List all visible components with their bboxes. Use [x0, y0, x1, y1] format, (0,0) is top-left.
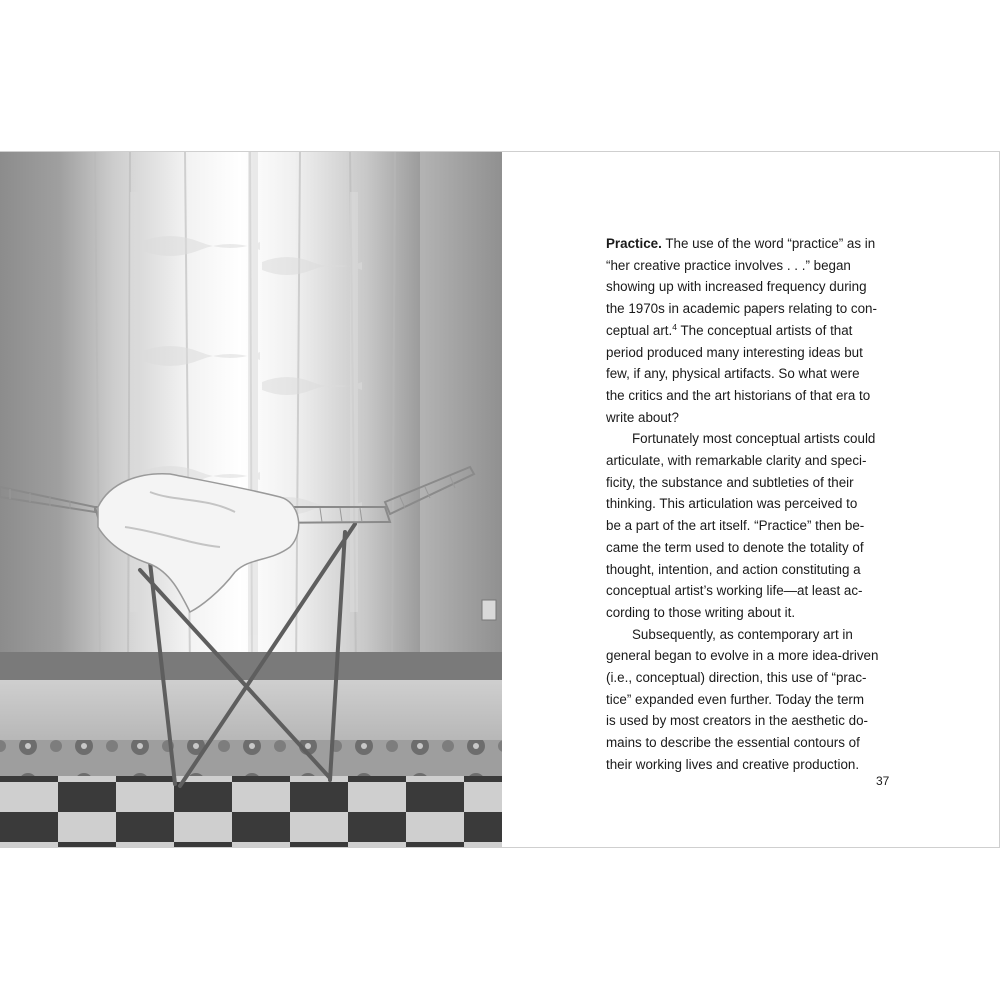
text-line: Subsequently, as contemporary art in — [632, 626, 853, 642]
text-line: period produced many interesting ideas but — [606, 344, 863, 360]
book-spread — [0, 151, 1000, 848]
text-line: came the term used to denote the totality of — [606, 539, 864, 555]
paragraph-subsequently — [606, 624, 896, 776]
text-line: ceptual art.$^4$ The conceptual artists of that — [606, 321, 853, 338]
text-line: general began to evolve in a more idea-driven — [606, 648, 879, 664]
text-line: showing up with increased frequency during — [606, 279, 867, 295]
text-line: the 1970s in academic papers relating to con- — [606, 301, 877, 317]
text-line: articulate, with remarkable clarity and speci- — [606, 453, 867, 469]
paragraph-practice — [606, 233, 896, 428]
page-number: 37 — [876, 774, 890, 788]
text-line: thought, intention, and action constituting a — [606, 561, 861, 577]
paragraph-fortunately — [606, 428, 896, 623]
text-line: mains to describe the essential contours of — [606, 735, 860, 751]
text-line: be a part of the art itself. “Practice” then be- — [606, 518, 865, 534]
text-line: thinking. This articulation was perceived to — [606, 496, 858, 512]
text-line: is used by most creators in the aesthetic do- — [606, 713, 868, 729]
photograph-drying-rack — [0, 152, 502, 847]
text-line: ficity, the substance and subtleties of their — [606, 474, 854, 490]
footnote-reference[interactable]: 4 — [672, 321, 677, 332]
text-line: “her creative practice involves . . .” began — [606, 257, 851, 273]
run-in-heading: Practice. — [606, 236, 662, 251]
text-line: conceptual artist’s working life—at least ac- — [606, 583, 863, 599]
text-page — [503, 152, 999, 847]
text-line: the critics and the art historians of that era to — [606, 387, 871, 403]
photo-illustration — [0, 152, 502, 847]
text-line: Fortunately most conceptual artists could — [632, 431, 876, 447]
body-text — [606, 233, 896, 776]
text-line: cording to those writing about it. — [606, 604, 796, 620]
text-line: (i.e., conceptual) direction, this use of “prac- — [606, 670, 867, 686]
text-line: few, if any, physical artifacts. So what were — [606, 366, 860, 382]
text-line: write about? — [606, 409, 679, 425]
text-line: tice” expanded even further. Today the term — [606, 691, 865, 707]
text-line: their working lives and creative production. — [606, 756, 860, 772]
text-line: Practice. The use of the word “practice” as in — [606, 236, 876, 251]
